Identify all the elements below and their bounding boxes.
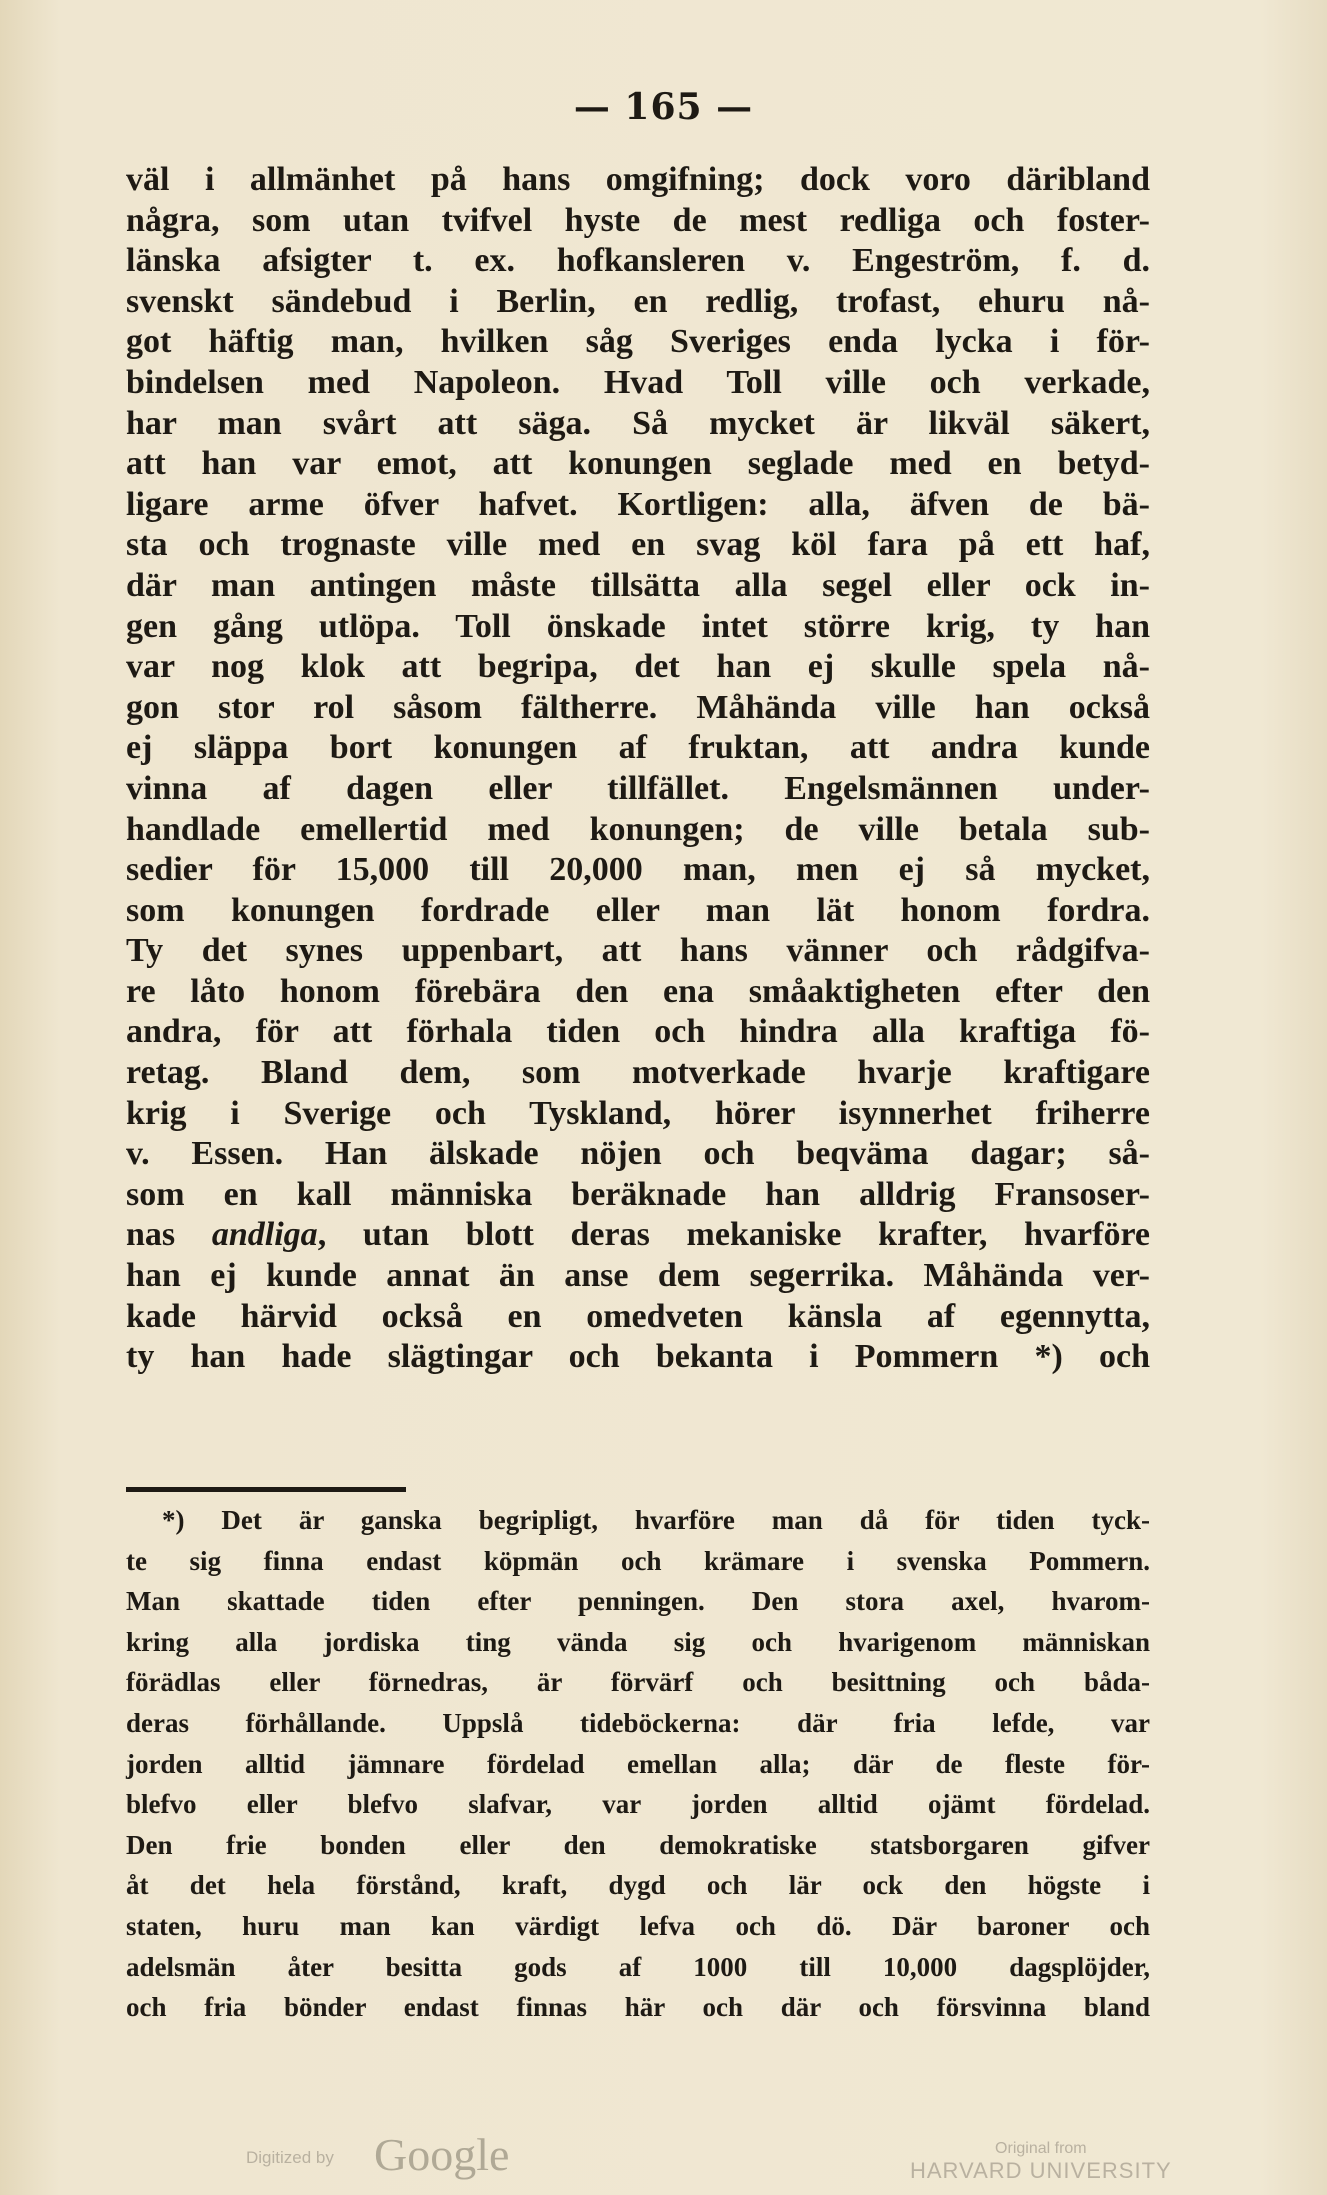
- page-number: — 165 —: [573, 86, 754, 128]
- text-line: där man antingen måste tillsätta alla segel eller ock in-: [126, 566, 1150, 604]
- footnote-line: te sig finna endast köpmän och krämare i svenska Pommern.: [126, 1545, 1150, 1576]
- text-line: att han var emot, att konungen seglade med en betyd-: [126, 445, 1150, 483]
- text-line: väl i allmänhet på hans omgifning; dock voro däribland: [126, 161, 1150, 198]
- text-line: Ty det synes uppenbart, att hans vänner och rådgifva-: [126, 932, 1150, 970]
- body-text: [126, 160, 1150, 1378]
- text-line: som en kall människa beräknade han alldrig Fransoser-: [126, 1175, 1150, 1213]
- footnote-line: *) Det är ganska begripligt, hvarföre man då för tiden tyck-: [162, 1505, 1150, 1535]
- text-line: länska afsigter t. ex. hofkansleren v. Engeström, f. d.: [126, 242, 1150, 280]
- text-line: handlade emellertid med konungen; de ville betala sub-: [126, 810, 1150, 848]
- text-line: han ej kunde annat än anse dem segerrika. Måhända ver-: [126, 1257, 1150, 1295]
- footnote-line: och fria bönder endast finnas här och där och försvinna bland: [126, 1992, 1150, 2023]
- google-logo: Google: [374, 2129, 510, 2180]
- text-line: har man svårt att säga. Så mycket är likväl säkert,: [126, 404, 1150, 442]
- digitized-by-label: Digitized by: [246, 2148, 334, 2167]
- text-line: bindelsen med Napoleon. Hvad Toll ville och verkade,: [126, 363, 1150, 401]
- text-line: som konungen fordrade eller man lät honom fordra.: [126, 891, 1150, 929]
- italic-word: andliga: [211, 1216, 318, 1254]
- text-line: gon stor rol såsom fältherre. Måhända ville han också: [126, 688, 1150, 726]
- footnote-line: adelsmän åter besitta gods af 1000 till 10,000 dagsplöjder,: [126, 1951, 1150, 1982]
- text-segment: , utan blott deras mekaniske krafter, hvarföre: [317, 1216, 1151, 1254]
- footnote: [126, 1506, 1150, 2034]
- footnote-line: blefvo eller blefvo slafvar, var jorden alltid ojämt fördelad.: [126, 1789, 1150, 1820]
- text-line: vinna af dagen eller tillfället. Engelsmännen under-: [126, 769, 1150, 807]
- text-line: var nog klok att begripa, det han ej skulle spela nå-: [126, 648, 1150, 686]
- text-line: sedier för 15,000 till 20,000 man, men ej så mycket,: [126, 851, 1150, 889]
- text-line: retag. Bland dem, som motverkade hvarje kraftigare: [126, 1054, 1150, 1092]
- text-line: gen gång utlöpa. Toll önskade intet större krig, ty han: [126, 607, 1150, 645]
- footnote-divider: [126, 1487, 406, 1492]
- text-line: sta och trognaste ville med en svag köl fara på ett haf,: [126, 526, 1150, 564]
- text-segment: nas: [126, 1216, 212, 1254]
- text-line: kade härvid också en omedveten känsla af egennytta,: [126, 1297, 1150, 1335]
- footnote-line: staten, huru man kan värdigt lefva och dö. Där baroner och: [126, 1910, 1150, 1941]
- footnote-line: kring alla jordiska ting vända sig och hvarigenom människan: [126, 1626, 1150, 1657]
- text-line: ej släppa bort konungen af fruktan, att andra kunde: [126, 729, 1150, 767]
- footnote-line: Man skattade tiden efter penningen. Den stora axel, hvarom-: [126, 1586, 1150, 1617]
- text-line: v. Essen. Han älskade nöjen och beqväma dagar; så-: [126, 1135, 1150, 1173]
- footnote-line: Den frie bonden eller den demokratiske statsborgaren gifver: [126, 1829, 1150, 1860]
- library-name: HARVARD UNIVERSITY: [910, 2158, 1172, 2183]
- text-line: got häftig man, hvilken såg Sveriges enda lycka i för-: [126, 323, 1150, 361]
- original-from-label: Original from: [995, 2140, 1087, 2157]
- text-line: andra, för att förhala tiden och hindra alla kraftiga fö-: [126, 1013, 1150, 1051]
- text-line: krig i Sverige och Tyskland, hörer isynnerhet friherre: [126, 1094, 1150, 1132]
- footnote-line: jorden alltid jämnare fördelad emellan alla; där de fleste för-: [126, 1748, 1150, 1779]
- text-line-with-italic: [126, 1215, 1150, 1256]
- text-line: svenskt sändebud i Berlin, en redlig, trofast, ehuru nå-: [126, 282, 1150, 320]
- footnote-line: förädlas eller förnedras, är förvärf och besittning och båda-: [126, 1667, 1150, 1698]
- text-line: re låto honom förebära den ena småaktigheten efter den: [126, 972, 1150, 1010]
- text-line: ty han hade slägtingar och bekanta i Pommern *) och: [126, 1338, 1150, 1376]
- footnote-line: åt det hela förstånd, kraft, dygd och lär ock den högste i: [126, 1870, 1150, 1901]
- text-line: några, som utan tvifvel hyste de mest redliga och foster-: [126, 201, 1150, 239]
- library-credit: [910, 2138, 1172, 2182]
- text-line: ligare arme öfver hafvet. Kortligen: alla, äfven de bä-: [126, 485, 1150, 523]
- footnote-line: deras förhållande. Uppslå tideböckerna: där fria lefde, var: [126, 1707, 1150, 1738]
